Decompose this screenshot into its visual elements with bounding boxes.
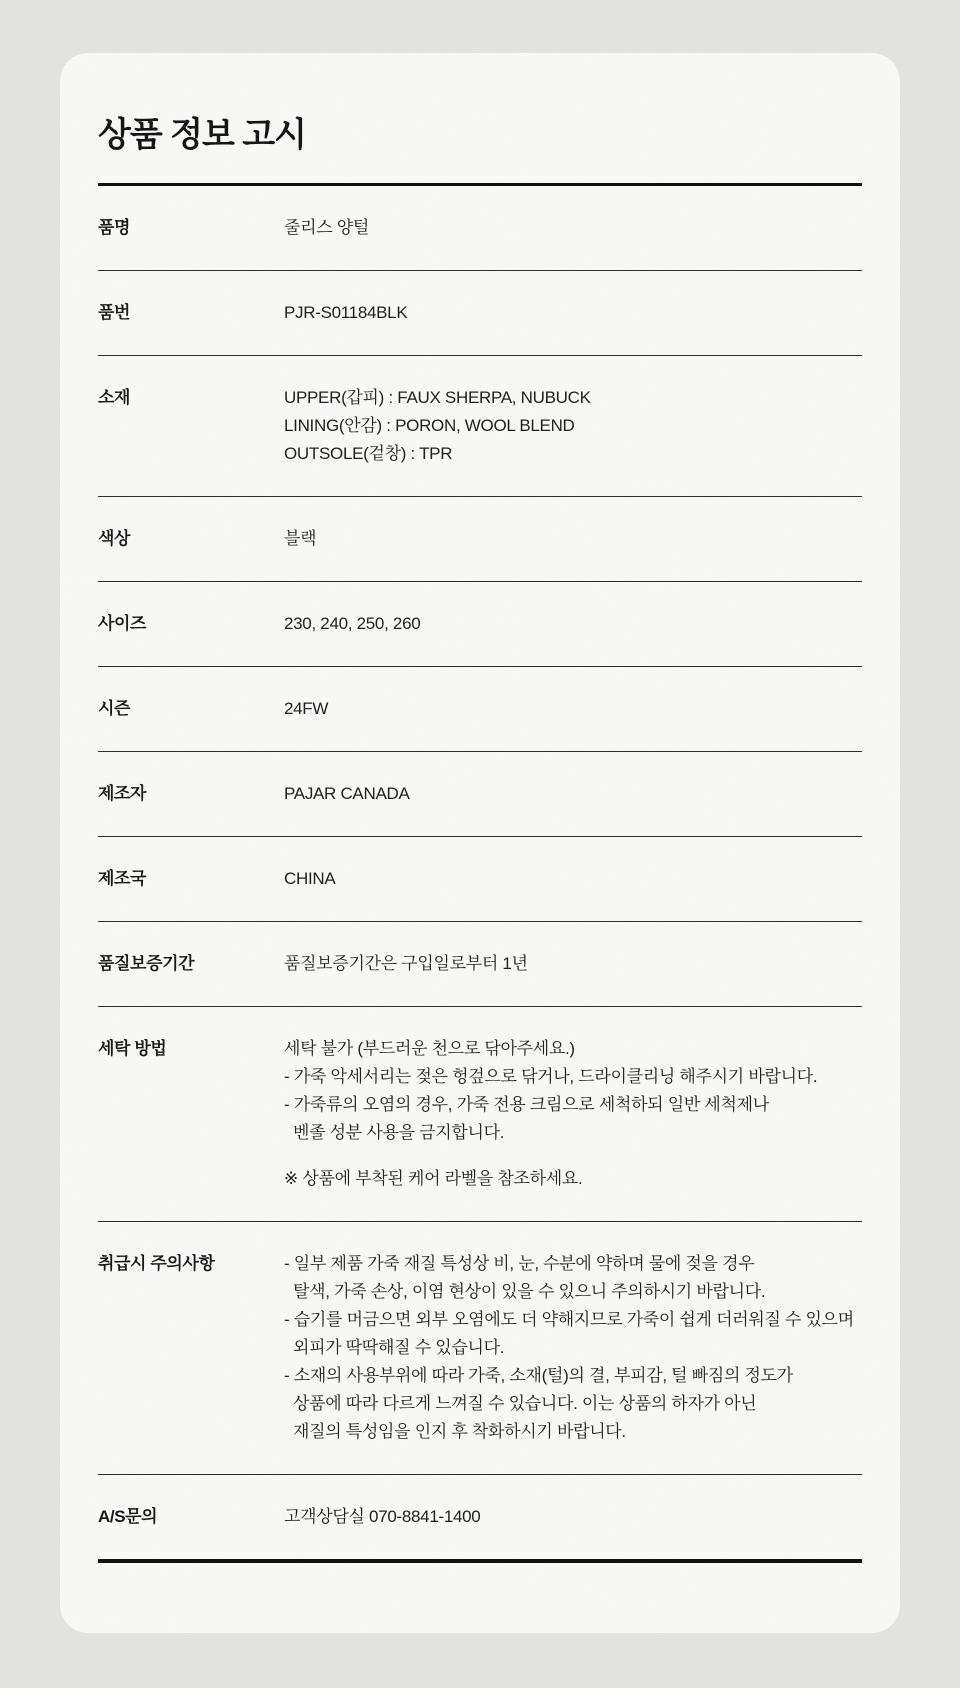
table-row	[98, 186, 862, 271]
table-row	[98, 1475, 862, 1563]
row-value	[284, 695, 862, 723]
row-label: A/S문의	[98, 1507, 158, 1526]
table-row	[98, 497, 862, 582]
row-value	[284, 214, 862, 242]
table-row	[98, 1007, 862, 1222]
value-line: - 가죽 악세서리는 젖은 헝겊으로 닦거나, 드라이클리닝 해주시기 바랍니다.	[284, 1067, 818, 1086]
value-line: PAJAR CANADA	[284, 784, 410, 803]
value-line: 세탁 불가 (부드러운 천으로 닦아주세요.)	[284, 1039, 575, 1058]
row-label: 품번	[98, 303, 131, 322]
row-label: 소재	[98, 388, 131, 407]
row-value	[284, 384, 862, 468]
row-value	[284, 525, 862, 553]
table-row	[98, 922, 862, 1007]
value-line: 고객상담실 070-8841-1400	[284, 1507, 481, 1526]
table-row	[98, 582, 862, 667]
value-line: LINING(안감) : PORON, WOOL BLEND	[284, 416, 575, 435]
value-line: 블랙	[284, 529, 317, 548]
value-line: CHINA	[284, 869, 336, 888]
row-label: 세탁 방법	[98, 1039, 167, 1058]
row-value	[284, 865, 862, 893]
table-row	[98, 752, 862, 837]
row-value	[284, 610, 862, 638]
table-row	[98, 837, 862, 922]
value-line: - 일부 제품 가죽 재질 특성상 비, 눈, 수분에 약하며 물에 젖을 경우	[284, 1254, 755, 1273]
row-value	[284, 299, 862, 327]
value-line: UPPER(갑피) : FAUX SHERPA, NUBUCK	[284, 388, 591, 407]
table-row	[98, 356, 862, 497]
row-label: 제조국	[98, 869, 147, 888]
row-label: 색상	[98, 529, 131, 548]
value-line: PJR-S01184BLK	[284, 303, 408, 322]
table-row	[98, 1222, 862, 1475]
page-title: 상품 정보 고시	[98, 116, 306, 154]
row-label: 사이즈	[98, 614, 147, 633]
row-value	[284, 1035, 862, 1193]
row-value	[284, 950, 862, 978]
value-line: 24FW	[284, 699, 329, 718]
value-line: - 소재의 사용부위에 따라 가죽, 소재(털)의 결, 부피감, 털 빠짐의 정도가	[284, 1366, 793, 1385]
row-label: 품질보증기간	[98, 954, 195, 973]
row-label: 제조자	[98, 784, 147, 803]
value-line: 상품에 따라 다르게 느껴질 수 있습니다. 이는 상품의 하자가 아닌	[293, 1394, 757, 1413]
value-line: 재질의 특성임을 인지 후 착화하시기 바랍니다.	[293, 1422, 626, 1441]
product-info-card	[60, 53, 900, 1633]
product-info-table	[98, 183, 862, 1563]
value-line: 품질보증기간은 구입일로부터 1년	[284, 954, 528, 973]
value-line: 230, 240, 250, 260	[284, 614, 421, 633]
value-line: 탈색, 가죽 손상, 이염 현상이 있을 수 있으니 주의하시기 바랍니다.	[293, 1282, 766, 1301]
row-value	[284, 780, 862, 808]
value-line: OUTSOLE(겉창) : TPR	[284, 444, 453, 463]
table-row	[98, 667, 862, 752]
row-label: 취급시 주의사항	[98, 1254, 215, 1273]
value-line: - 습기를 머금으면 외부 오염에도 더 약해지므로 가죽이 쉽게 더러워질 수 있으며	[284, 1310, 854, 1329]
value-line: 외피가 딱딱해질 수 있습니다.	[293, 1338, 505, 1357]
value-line: 줄리스 양털	[284, 218, 370, 237]
row-value	[284, 1250, 862, 1446]
value-line: ※ 상품에 부착된 케어 라벨을 참조하세요.	[284, 1169, 583, 1188]
row-value	[284, 1503, 862, 1531]
table-row	[98, 271, 862, 356]
row-label: 시즌	[98, 699, 131, 718]
value-line: 벤졸 성분 사용을 금지합니다.	[293, 1123, 505, 1142]
value-line: - 가죽류의 오염의 경우, 가죽 전용 크림으로 세척하되 일반 세척제나	[284, 1095, 769, 1114]
row-label: 품명	[98, 218, 131, 237]
